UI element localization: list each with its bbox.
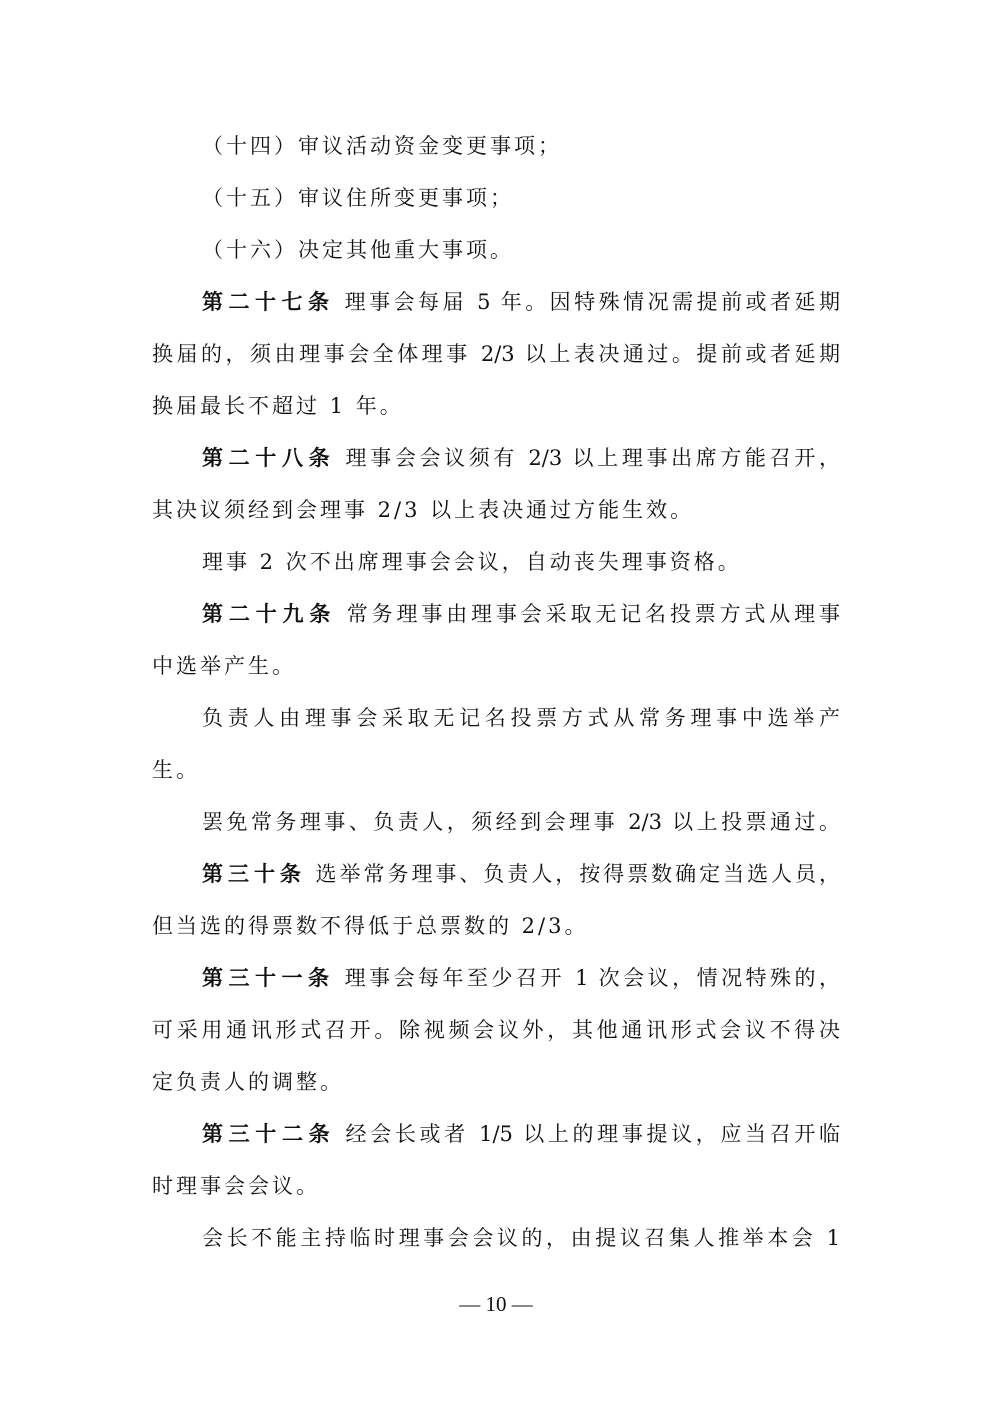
article-text: 选举常务理事、负责人，按得票数确定当选人员， xyxy=(305,862,840,886)
article-text: 理事会会议须有 2/3 以上理事出席方能召开， xyxy=(335,446,840,470)
page-number: — 10 — xyxy=(459,1292,533,1316)
text-line: 生。 xyxy=(152,758,200,782)
article-heading: 第三十一条 xyxy=(202,965,335,990)
article-32-line xyxy=(202,1121,840,1147)
text-line: 定负责人的调整。 xyxy=(152,1070,344,1094)
article-31-line xyxy=(202,965,840,991)
text-line: 换届的，须由理事会全体理事 2/3 以上表决通过。提前或者延期 xyxy=(152,342,840,366)
text-line: 时理事会会议。 xyxy=(152,1174,320,1198)
article-text: 常务理事由理事会采取无记名投票方式从理事 xyxy=(336,602,840,626)
article-heading: 第二十八条 xyxy=(202,445,336,470)
text-line: 换届最长不超过 1 年。 xyxy=(152,394,404,418)
text-line: 负责人由理事会采取无记名投票方式从常务理事中选举产 xyxy=(202,706,840,730)
article-text: 理事会每届 5 年。因特殊情况需提前或者延期 xyxy=(334,290,841,314)
text-line: 会长不能主持临时理事会会议的，由提议召集人推举本会 1 xyxy=(202,1226,840,1250)
article-heading: 第三十二条 xyxy=(202,1121,336,1146)
article-text: 理事会每年至少召开 1 次会议，情况特殊的， xyxy=(334,966,841,990)
article-30-line xyxy=(202,861,840,887)
article-heading: 第二十七条 xyxy=(202,289,335,314)
text-line: 理事 2 次不出席理事会会议，自动丧失理事资格。 xyxy=(202,550,742,574)
text-line: 但当选的得票数不得低于总票数的 2/3。 xyxy=(152,914,589,938)
article-29-line xyxy=(202,601,840,627)
list-item: （十六）决定其他重大事项。 xyxy=(202,238,514,262)
article-text: 经会长或者 1/5 以上的理事提议，应当召开临 xyxy=(335,1122,840,1146)
list-item: （十四）审议活动资金变更事项； xyxy=(202,134,562,158)
text-line: 其决议须经到会理事 2/3 以上表决通过方能生效。 xyxy=(152,498,695,522)
article-heading: 第三十条 xyxy=(202,861,306,886)
list-item: （十五）审议住所变更事项； xyxy=(202,186,514,210)
text-line: 可采用通讯形式召开。除视频会议外，其他通讯形式会议不得决 xyxy=(152,1018,840,1042)
text-line: 罢免常务理事、负责人，须经到会理事 2/3 以上投票通过。 xyxy=(202,810,840,834)
article-heading: 第二十九条 xyxy=(202,601,337,626)
article-28-line xyxy=(202,445,840,471)
text-line: 中选举产生。 xyxy=(152,654,296,678)
article-27-line xyxy=(202,289,840,315)
